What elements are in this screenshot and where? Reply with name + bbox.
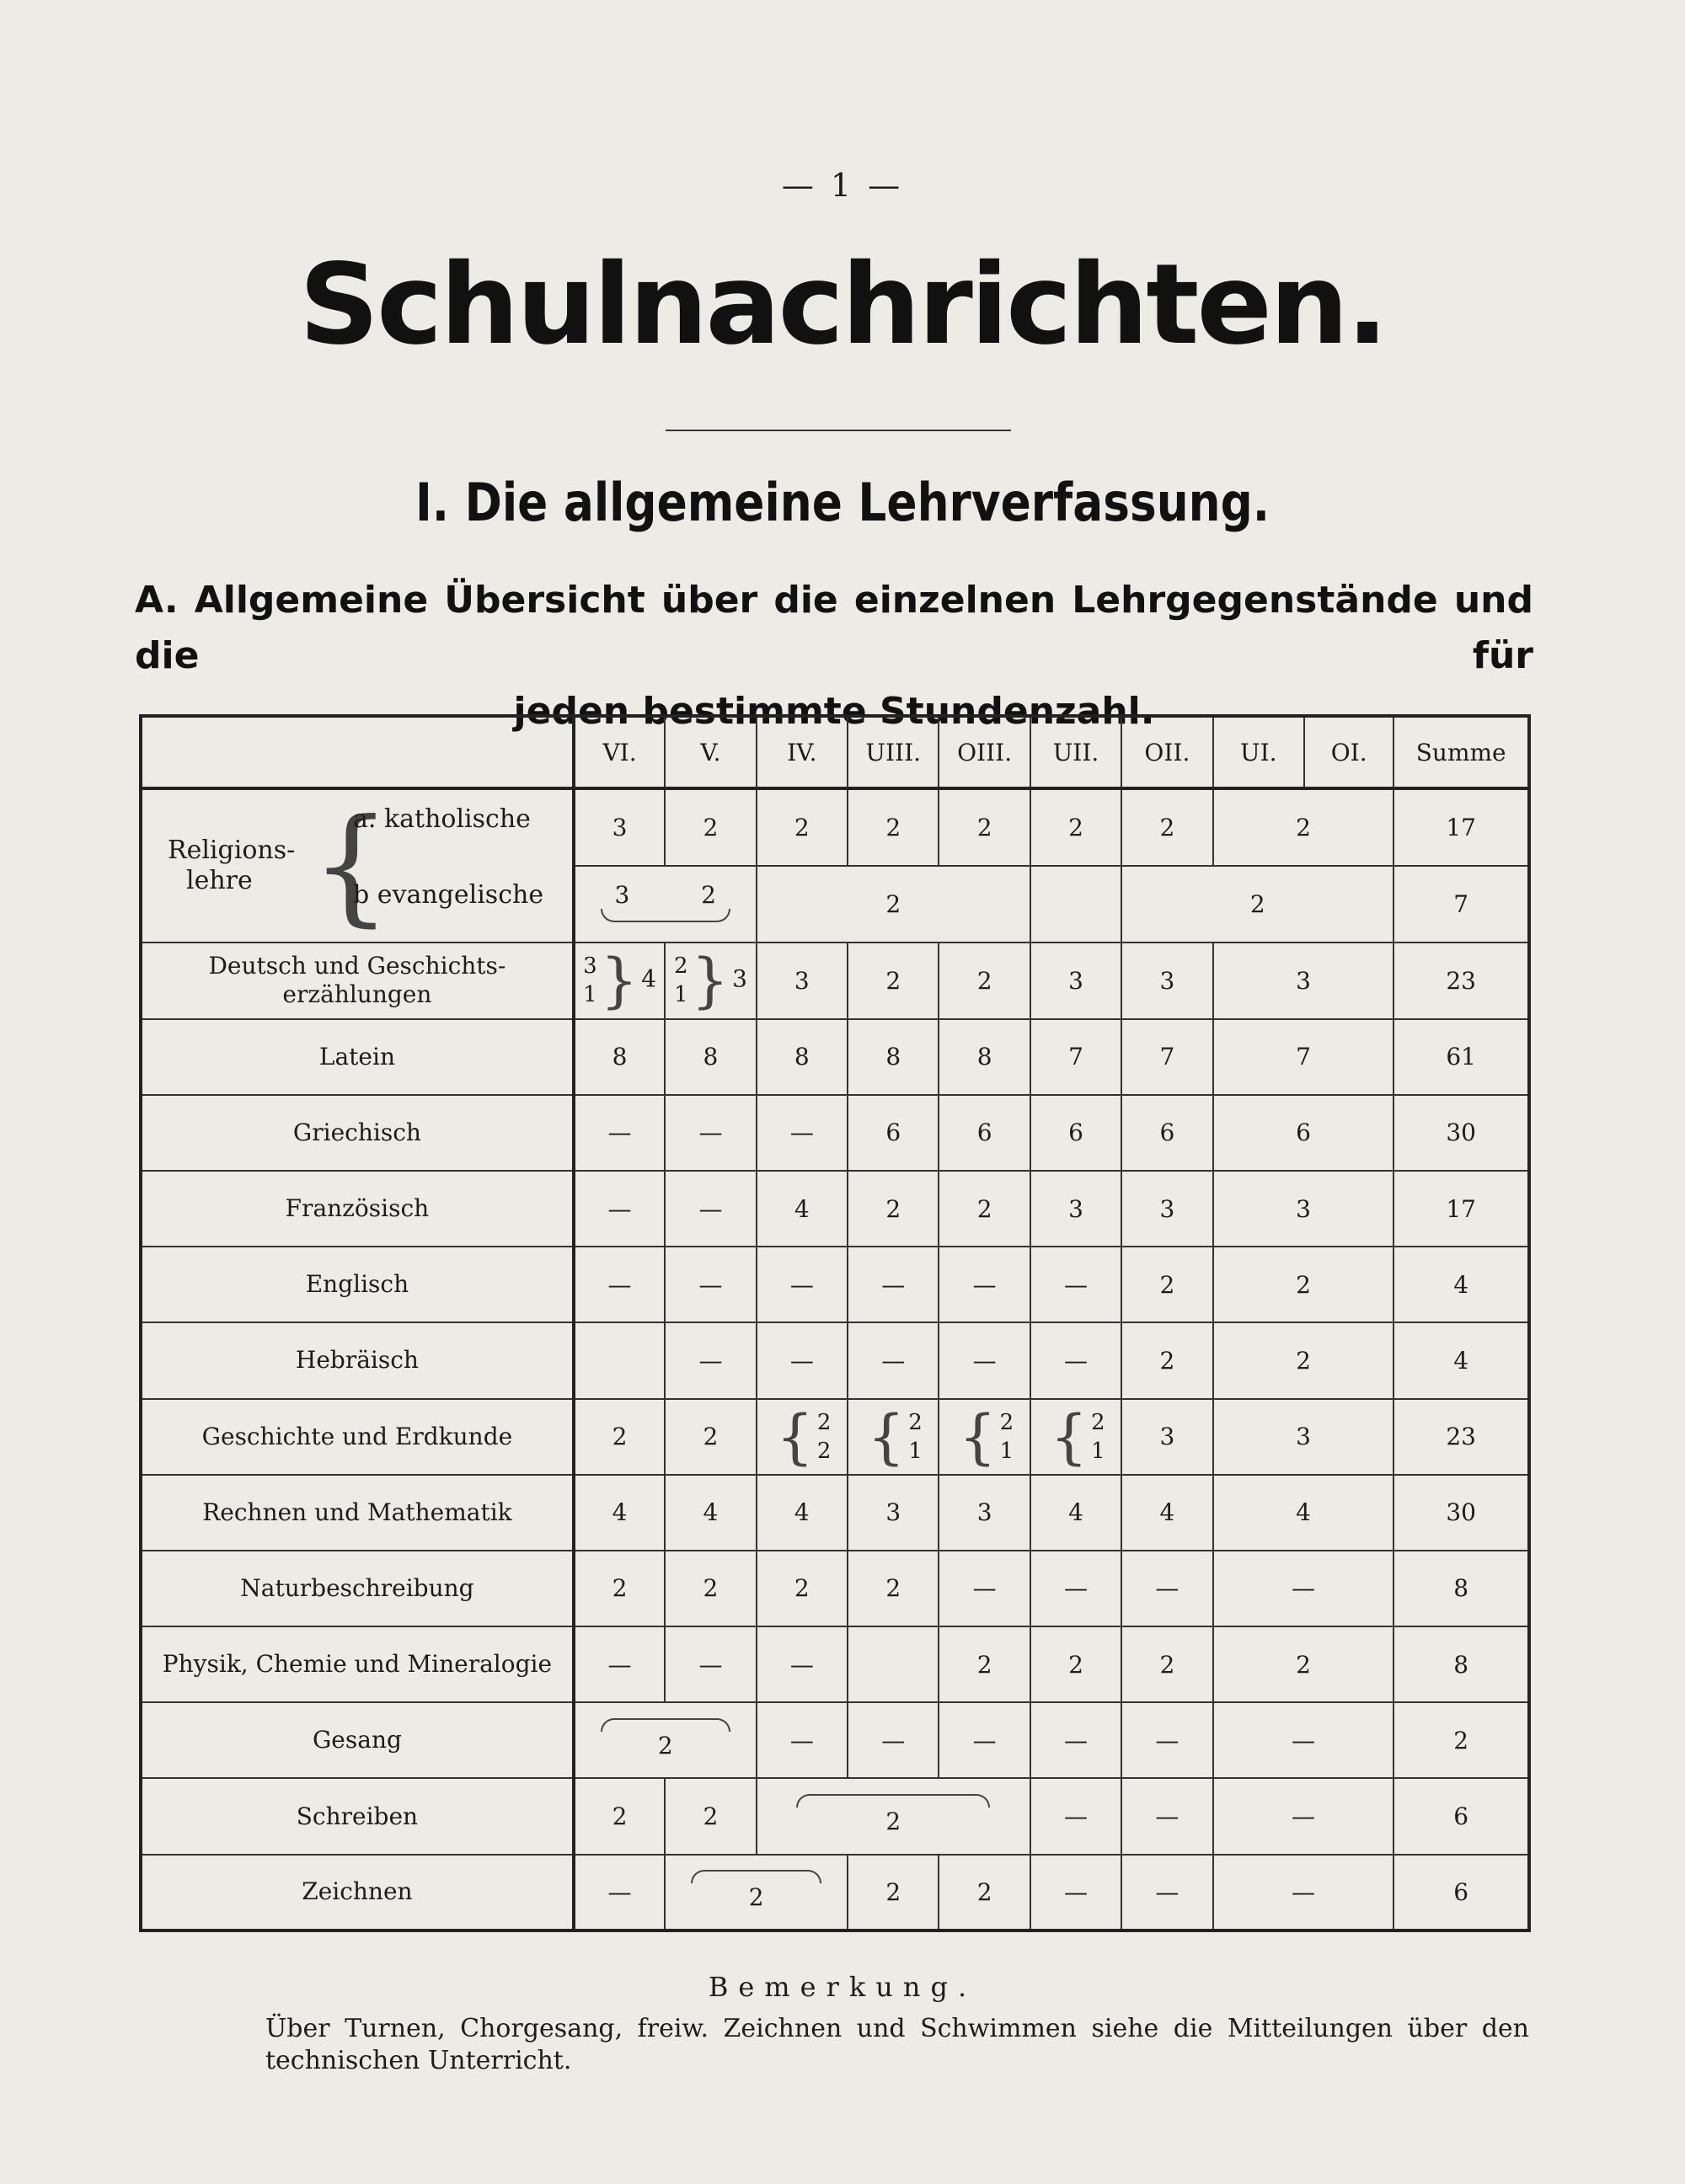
table-row: [141, 1399, 1529, 1475]
table-cell: 3: [1121, 942, 1212, 1018]
table-row: [141, 1626, 1529, 1702]
table-cell-sum: 8: [1393, 1626, 1529, 1702]
table-cell-sum: 61: [1393, 1019, 1529, 1095]
table-cell: 4: [1121, 1475, 1212, 1551]
title-divider: [666, 430, 1011, 431]
table-cell-merged: 3 2: [574, 866, 757, 943]
table-cell: 6: [848, 1095, 939, 1171]
table-cell: 3: [1213, 1399, 1394, 1475]
table-row: [141, 1855, 1529, 1930]
subject-latein: Latein: [141, 1019, 574, 1095]
table-cell: —: [1030, 1247, 1121, 1322]
table-cell-sum: 17: [1393, 1171, 1529, 1247]
subject-gesang: Gesang: [141, 1702, 574, 1778]
section-title: I. Die allgemeine Lehrverfassung.: [415, 472, 1270, 533]
table-cell: 8: [574, 1019, 665, 1095]
table-cell-sum: 23: [1393, 942, 1529, 1018]
table-cell: 7: [1213, 1019, 1394, 1095]
table-cell: —: [665, 1095, 756, 1171]
table-cell: [848, 1626, 939, 1702]
table-cell: —: [1030, 1322, 1121, 1398]
table-cell: [1030, 866, 1121, 943]
table-cell-merged: 2: [757, 1778, 1030, 1854]
table-cell: 2: [574, 1399, 665, 1475]
table-cell: { 2 1: [1030, 1399, 1121, 1475]
table-cell: —: [1030, 1551, 1121, 1626]
table-cell: —: [1213, 1855, 1394, 1930]
table-header-row: [141, 716, 1529, 788]
table-cell: 8: [757, 1019, 848, 1095]
subject-hebraeisch: Hebräisch: [141, 1322, 574, 1398]
table-cell: 2: [665, 1551, 756, 1626]
table-cell: 3: [1030, 942, 1121, 1018]
subject-zeichnen: Zeichnen: [141, 1855, 574, 1930]
brace-icon: {: [867, 1402, 906, 1471]
subject-schreiben: Schreiben: [141, 1778, 574, 1854]
subject-geschichte: Geschichte und Erdkunde: [141, 1399, 574, 1475]
header-subject: [141, 716, 574, 788]
table-row: [141, 1702, 1529, 1778]
table-cell: 4: [574, 1475, 665, 1551]
table-cell: 3: [1121, 1399, 1212, 1475]
table-cell-merged: 2: [574, 1702, 757, 1778]
table-cell-sum: 30: [1393, 1475, 1529, 1551]
table-cell: { 2 1: [939, 1399, 1030, 1475]
table-cell-merged: 2: [665, 1855, 848, 1930]
table-cell: —: [848, 1247, 939, 1322]
table-cell: 2: [848, 942, 939, 1018]
religion-evangelisch-label: b evangelische: [353, 880, 544, 910]
table-cell: —: [1213, 1702, 1394, 1778]
table-cell: 2: [848, 1171, 939, 1247]
table-cell: 2: [574, 1778, 665, 1854]
brace-icon: {: [1050, 1402, 1088, 1471]
header-col: V.: [665, 716, 756, 788]
lesson-hours-table: [139, 714, 1531, 1932]
table-cell-sum: 2: [1393, 1702, 1529, 1778]
table-cell: 3: [1121, 1171, 1212, 1247]
table-cell: —: [757, 1247, 848, 1322]
table-cell: 2: [1121, 1247, 1212, 1322]
table-cell: —: [1030, 1778, 1121, 1854]
table-cell: —: [665, 1322, 756, 1398]
table-cell: —: [848, 1702, 939, 1778]
table-cell-sum: 6: [1393, 1778, 1529, 1854]
table-cell: —: [574, 1626, 665, 1702]
table-cell: 4: [757, 1475, 848, 1551]
brace-icon: }: [691, 946, 730, 1016]
table-cell: —: [1121, 1551, 1212, 1626]
table-cell: —: [1213, 1778, 1394, 1854]
table-cell: —: [1030, 1855, 1121, 1930]
table-cell: —: [848, 1322, 939, 1398]
table-cell: 2: [848, 788, 939, 866]
table-cell: 7: [1030, 1019, 1121, 1095]
table-cell: 2: [939, 942, 1030, 1018]
religion-label: Religions- lehre: [168, 836, 296, 896]
table-cell: 4: [757, 1171, 848, 1247]
table-row: [141, 942, 1529, 1018]
header-col: UIII.: [848, 716, 939, 788]
table-cell: —: [1121, 1702, 1212, 1778]
table-cell: 2: [1121, 1322, 1212, 1398]
table-row: [141, 788, 1529, 866]
table-row: [141, 1095, 1529, 1171]
table-cell: —: [574, 1095, 665, 1171]
table-cell: 3 1 } 4: [574, 942, 665, 1018]
table-cell: —: [757, 1702, 848, 1778]
table-cell-sum: 4: [1393, 1247, 1529, 1322]
table-cell: 3: [757, 942, 848, 1018]
table-cell: 2: [665, 1778, 756, 1854]
table-row: [141, 1551, 1529, 1626]
overbrace-icon: [691, 1870, 821, 1883]
table-cell: —: [574, 1171, 665, 1247]
table-row: [141, 1247, 1529, 1322]
table-cell: 2: [848, 1855, 939, 1930]
table-cell-sum: 23: [1393, 1399, 1529, 1475]
brace-icon: }: [600, 946, 639, 1016]
header-col: OIII.: [939, 716, 1030, 788]
table-cell: 2: [574, 1551, 665, 1626]
table-cell: 3: [574, 788, 665, 866]
table-cell: 2: [665, 788, 756, 866]
table-cell: 3: [1213, 1171, 1394, 1247]
table-cell: 2: [1121, 1626, 1212, 1702]
table-cell: 2: [848, 1551, 939, 1626]
header-col: Summe: [1393, 716, 1529, 788]
table-cell: —: [1121, 1778, 1212, 1854]
note-text: Über Turnen, Chorgesang, freiw. Zeichnen und Schwimmen siehe die Mitteilungen über den technischen Unterricht.: [265, 2014, 1529, 2075]
table-cell: 3: [1030, 1171, 1121, 1247]
main-title: Schulnachrichten.: [298, 240, 1387, 370]
table-cell-sum: 30: [1393, 1095, 1529, 1171]
table-cell: —: [939, 1702, 1030, 1778]
table-cell: 2: [1213, 1626, 1394, 1702]
table-cell: 2: [757, 1551, 848, 1626]
table-cell: { 2 1: [848, 1399, 939, 1475]
table-cell: 6: [1030, 1095, 1121, 1171]
table-cell-merged: 2: [1121, 866, 1393, 943]
table-cell: 2: [939, 1855, 1030, 1930]
table-cell: { 2 2: [757, 1399, 848, 1475]
subject-rechnen: Rechnen und Mathematik: [141, 1475, 574, 1551]
religion-katholisch-label: a. katholische: [353, 804, 531, 835]
page-number: — 1 —: [781, 167, 904, 204]
table-cell: 4: [1213, 1475, 1394, 1551]
subsection-title-line2: jeden bestimmte Stundenzahl.: [513, 690, 1155, 733]
subject-franzoesisch: Französisch: [141, 1171, 574, 1247]
table-cell: 2: [1213, 788, 1394, 866]
table-cell: 2 1 } 3: [665, 942, 756, 1018]
subject-griechisch: Griechisch: [141, 1095, 574, 1171]
brace-icon: {: [311, 793, 392, 940]
table-cell: —: [1030, 1702, 1121, 1778]
table-cell: 3: [848, 1475, 939, 1551]
note-title: Bemerkung.: [708, 1971, 977, 2003]
brace-icon: {: [959, 1402, 997, 1471]
table-cell: 4: [665, 1475, 756, 1551]
table-cell: 8: [848, 1019, 939, 1095]
subject-englisch: Englisch: [141, 1247, 574, 1322]
table-cell: —: [574, 1247, 665, 1322]
table-cell: —: [757, 1322, 848, 1398]
table-cell: 8: [665, 1019, 756, 1095]
table-cell: —: [757, 1626, 848, 1702]
table-cell: —: [1121, 1855, 1212, 1930]
table-row: [141, 1171, 1529, 1247]
header-col: VI.: [574, 716, 665, 788]
table-cell: 3: [1213, 942, 1394, 1018]
subsection-title-line1: A. Allgemeine Übersicht über die einzelnen Lehrgegenstände und die für: [135, 579, 1533, 677]
table-cell: 2: [1213, 1322, 1394, 1398]
table-row: [141, 1778, 1529, 1854]
table-cell: [574, 1322, 665, 1398]
table-cell: 2: [939, 1171, 1030, 1247]
table-cell-sum: 7: [1393, 866, 1529, 943]
header-col: OI.: [1304, 716, 1393, 788]
table-cell: 6: [939, 1095, 1030, 1171]
table-cell: —: [665, 1626, 756, 1702]
table-row: [141, 1475, 1529, 1551]
table-cell: 2: [1213, 1247, 1394, 1322]
table-cell-sum: 6: [1393, 1855, 1529, 1930]
table-cell: 6: [1213, 1095, 1394, 1171]
table-cell: 3: [939, 1475, 1030, 1551]
table-cell: 4: [1030, 1475, 1121, 1551]
header-col: UII.: [1030, 716, 1121, 788]
underbrace-icon: [601, 909, 730, 922]
table-cell: —: [757, 1095, 848, 1171]
table-row: [141, 1322, 1529, 1398]
header-col: UI.: [1213, 716, 1304, 788]
subject-physik: Physik, Chemie und Mineralogie: [141, 1626, 574, 1702]
table-cell: 8: [939, 1019, 1030, 1095]
table-cell: 2: [757, 788, 848, 866]
table-cell-merged: 2: [757, 866, 1030, 943]
table-cell: 6: [1121, 1095, 1212, 1171]
table-cell: 2: [939, 1626, 1030, 1702]
header-col: OII.: [1121, 716, 1212, 788]
table-cell: 2: [1121, 788, 1212, 866]
table-cell-sum: 8: [1393, 1551, 1529, 1626]
overbrace-icon: [601, 1718, 730, 1732]
header-col: IV.: [757, 716, 848, 788]
subject-natur: Naturbeschreibung: [141, 1551, 574, 1626]
table-cell-sum: 17: [1393, 788, 1529, 866]
table-cell: 2: [1030, 1626, 1121, 1702]
table-cell: —: [939, 1247, 1030, 1322]
religion-subject: [141, 788, 574, 942]
table-cell: —: [665, 1171, 756, 1247]
subject-deutsch: Deutsch und Geschichts-erzählungen: [141, 942, 574, 1018]
table-cell: —: [574, 1855, 665, 1930]
table-cell: 2: [665, 1399, 756, 1475]
table-cell: 2: [939, 788, 1030, 866]
table-cell-sum: 4: [1393, 1322, 1529, 1398]
table-cell: —: [939, 1322, 1030, 1398]
table-cell: —: [665, 1247, 756, 1322]
brace-icon: {: [776, 1402, 814, 1471]
table-row: [141, 1019, 1529, 1095]
table-cell: —: [1213, 1551, 1394, 1626]
overbrace-icon: [796, 1794, 990, 1808]
table-cell: —: [939, 1551, 1030, 1626]
table-cell: 2: [1030, 788, 1121, 866]
table-cell: 7: [1121, 1019, 1212, 1095]
